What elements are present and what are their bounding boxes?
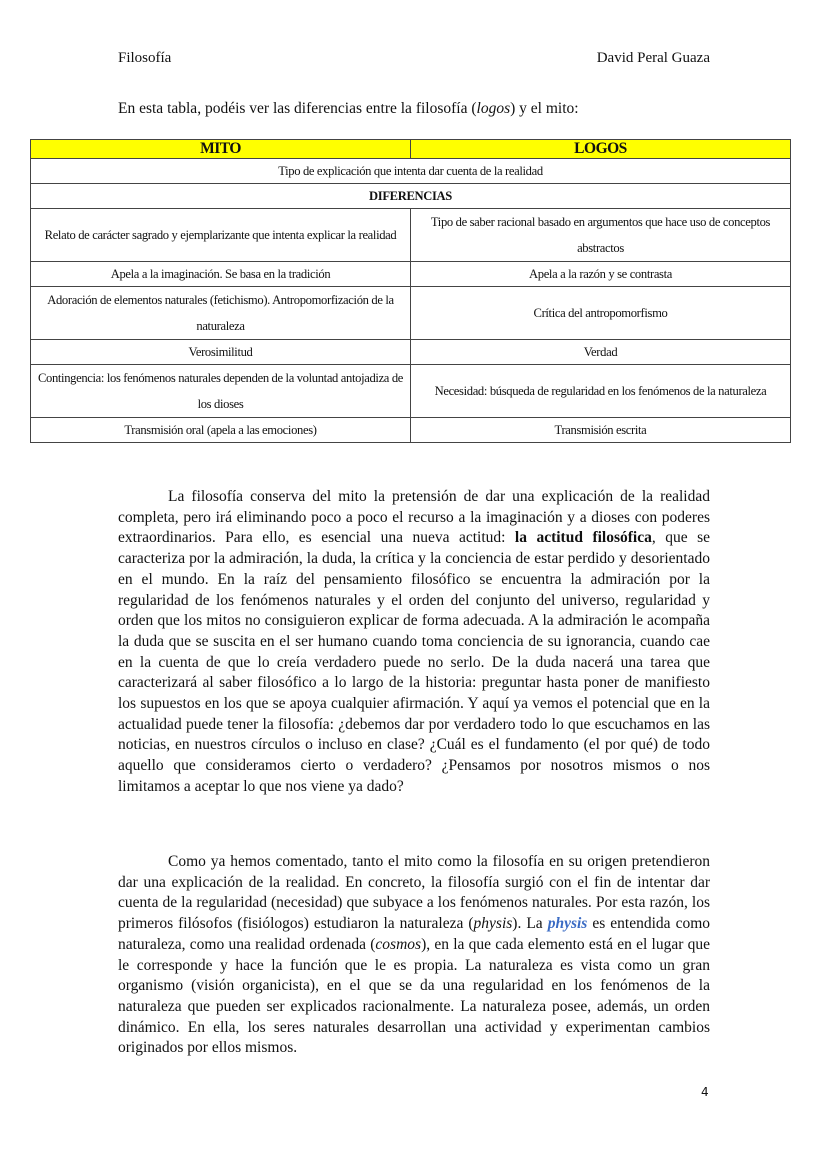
intro-text: En esta tabla, podéis ver las diferencias entre la filosofía ( bbox=[118, 100, 477, 117]
table-cell: Crítica del antropomorfismo bbox=[411, 287, 791, 340]
page-number: 4 bbox=[701, 1085, 709, 1099]
table-cell: Tipo de saber racional basado en argumentos que hace uso de conceptos abstractos bbox=[411, 209, 791, 262]
table-cell: Apela a la razón y se contrasta bbox=[411, 262, 791, 287]
section-row: DIFERENCIAS bbox=[31, 184, 791, 209]
table-cell: Adoración de elementos naturales (fetichismo). Antropomorfización de la naturaleza bbox=[31, 287, 411, 340]
table-cell: Necesidad: búsqueda de regularidad en los fenómenos de la naturaleza bbox=[411, 365, 791, 418]
header-author: David Peral Guaza bbox=[596, 50, 710, 66]
text: es entendida como naturaleza, como una realidad ordenada ( bbox=[118, 915, 711, 953]
table-cell: Transmisión escrita bbox=[411, 418, 791, 443]
text: , que se caracteriza por la admiración, la duda, la crítica y la conciencia de estar perdido y desorientado en el mundo. En la raíz del pensamiento filosófico se encuentra la admiración por la regularidad de los fenómenos naturales y el orden del conjunto del universo, regularidad y orden que los mitos no consiguieron explicar de forma adecuada. A la admiración le acompaña la duda que se suscita en el ser humano cuando toma conciencia de su ignorancia, cuando cae en la cuenta de que lo creía verdadero puede no serlo. De la duda nacerá una tarea que caracterizará al saber filosófico a lo largo de la historia: preguntar hasta poner de manifiesto los supuestos en los que se apoya cualquier afirmación. Y aquí ya vemos el potencial que en la actualidad puede tener la filosofía: ¿debemos dar por verdadero todo lo que escuchamos en las noticias, en nuestros círculos o incluso en clase? ¿Cuál es el fundamento (el por qué) de todo aquello que consideramos cierto o verdadero? ¿Pensamos por nosotros mismos o nos limitamos a aceptar lo que nos viene ya dado? bbox=[118, 529, 710, 795]
intro-text-end: ) y el mito: bbox=[510, 100, 579, 117]
comparison-table bbox=[30, 139, 791, 443]
table-cell: Apela a la imaginación. Se basa en la tradición bbox=[31, 262, 411, 287]
table-cell: Verosimilitud bbox=[31, 340, 411, 365]
table-cell: Relato de carácter sagrado y ejemplarizante que intenta explicar la realidad bbox=[31, 209, 411, 262]
text: La filosofía conserva del mito la pretensión de dar una explicación de la realidad completa, pero irá eliminando poco a poco el recurso a la imaginación y a dioses con poderes extraordinarios. Para ello, es esencial una nueva actitud: bbox=[118, 488, 710, 547]
text: ). La bbox=[512, 915, 548, 933]
intro-sentence bbox=[118, 100, 579, 118]
italic-term: physis bbox=[473, 915, 513, 933]
table-cell: Verdad bbox=[411, 340, 791, 365]
intro-italic: logos bbox=[476, 100, 511, 117]
text: Como ya hemos comentado, tanto el mito como la filosofía en su origen pretendieron dar una explicación de la realidad. En concreto, la filosofía surgió con el fin de intentar dar cuenta de la regularidad (necesidad) que subyace a los fenómenos naturales. Por esta razón, los primeros filósofos (fisiólogos) estudiaron la naturaleza ( bbox=[118, 853, 710, 933]
table-cell: Transmisión oral (apela a las emociones) bbox=[31, 418, 411, 443]
bold-term: la actitud filosófica bbox=[514, 529, 652, 547]
table-cell: Contingencia: los fenómenos naturales dependen de la voluntad antojadiza de los dioses bbox=[31, 365, 411, 418]
italic-term: cosmos bbox=[375, 935, 422, 953]
header-subject: Filosofía bbox=[118, 50, 172, 66]
col-header-mito: MITO bbox=[31, 140, 411, 159]
paragraph-2 bbox=[118, 852, 710, 1059]
common-row: Tipo de explicación que intenta dar cuenta de la realidad bbox=[31, 159, 791, 184]
paragraph-1 bbox=[118, 487, 710, 798]
col-header-logos: LOGOS bbox=[411, 140, 791, 159]
highlighted-term: physis bbox=[547, 915, 588, 933]
text: ), en la que cada elemento está en el lugar que le corresponde y hace la función que le es propia. La naturaleza es vista como un gran organismo (visión organicista), en el que se da una regularidad en los fenómenos de la naturaleza que pueden ser explicados racionalmente. La naturaleza posee, además, un orden dinámico. En ella, los seres naturales desarrollan una actividad y experimentan cambios originados por ellos mismos. bbox=[118, 935, 710, 1057]
